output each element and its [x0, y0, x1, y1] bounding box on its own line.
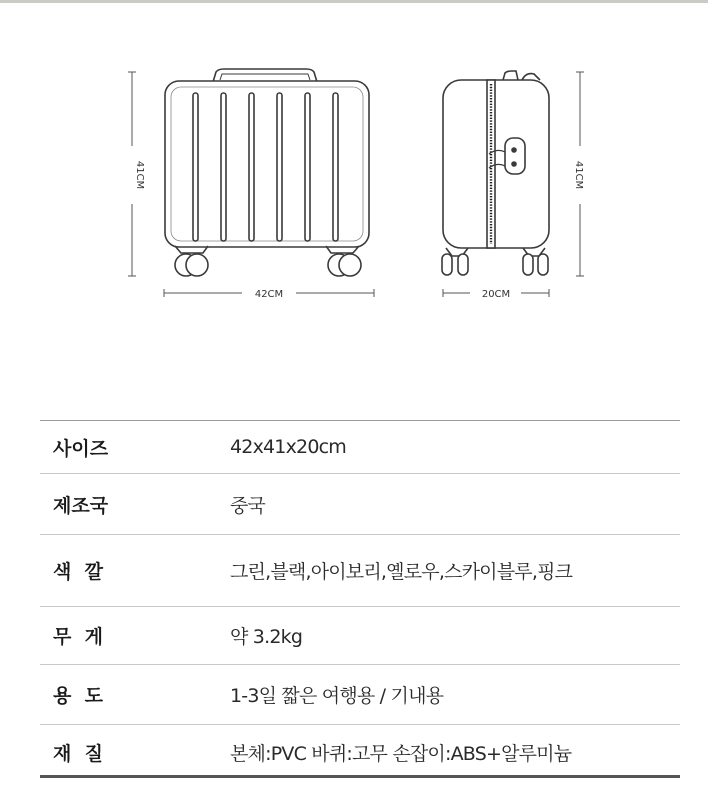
- side-height-label: 41CM: [573, 160, 584, 190]
- spec-label: 용 도: [53, 685, 103, 707]
- spec-label: 무 게: [53, 626, 103, 648]
- spec-label: 제조국: [53, 494, 109, 517]
- spec-value: 본체:PVC 바퀴:고무 손잡이:ABS+알루미늄: [230, 743, 572, 765]
- spec-value: 중국: [230, 494, 266, 517]
- side-width-label: 20CM: [481, 289, 511, 300]
- front-width-label: 42CM: [254, 289, 284, 300]
- spec-row-size: [40, 420, 680, 473]
- front-height-label: 41CM: [134, 160, 145, 190]
- spec-row-color: [40, 534, 680, 606]
- side-view-suitcase-icon: [442, 71, 549, 275]
- spec-value: 그린,블랙,아이보리,옐로우,스카이블루,핑크: [230, 561, 573, 583]
- spec-label: 사이즈: [53, 437, 109, 460]
- spec-row-origin: [40, 473, 680, 534]
- spec-value: 1-3일 짧은 여행용 / 기내용: [230, 685, 444, 707]
- spec-row-material: [40, 724, 680, 780]
- spec-label: 재 질: [53, 743, 103, 765]
- spec-label: 색 깔: [53, 561, 103, 583]
- bottom-divider: [40, 775, 680, 778]
- spec-row-usage: [40, 664, 680, 724]
- spec-row-weight: [40, 606, 680, 664]
- spec-table: [40, 420, 680, 780]
- spec-value: 42x41x20cm: [230, 436, 346, 458]
- front-view-suitcase-icon: [165, 69, 369, 276]
- spec-value: 약 3.2kg: [230, 626, 303, 648]
- suitcase-dimension-diagram: [0, 0, 708, 320]
